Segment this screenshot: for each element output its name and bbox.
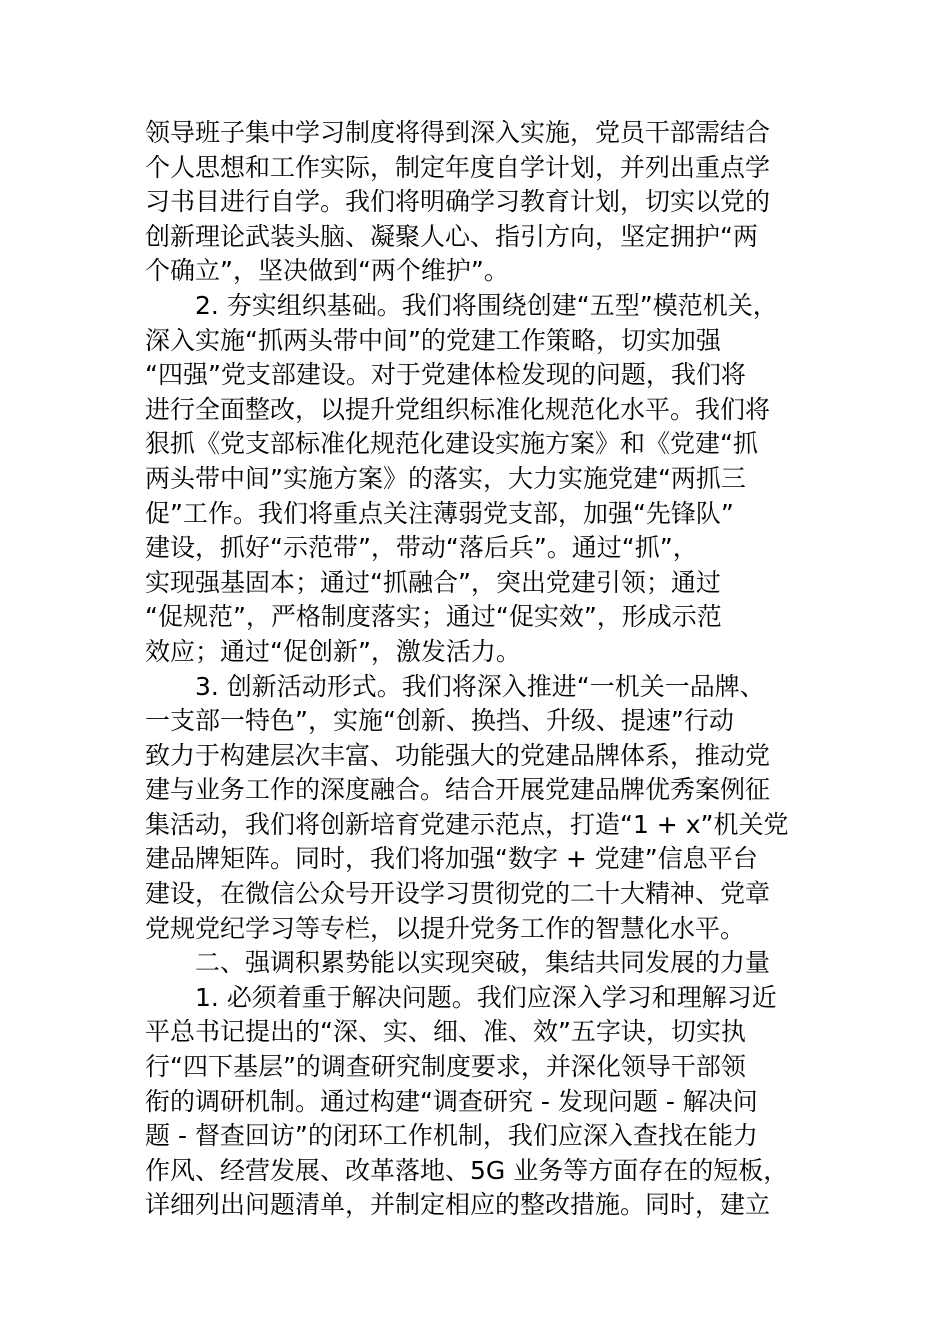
paragraph-line: 作风、经营发展、改革落地、5G 业务等方面存在的短板， (145, 1155, 789, 1185)
paragraph-line: 平总书记提出的“深、实、细、准、效”五字诀，切实执 (145, 1017, 746, 1047)
paragraph-line: 详细列出问题清单，并制定相应的整改措施。同时，建立 (145, 1190, 771, 1220)
paragraph-line: 效应；通过“促创新”，激发活力。 (145, 636, 521, 666)
paragraph-line: 题 - 督查回访”的闭环工作机制，我们应深入查找在能力 (145, 1121, 758, 1151)
paragraph-first-line: 3. 创新活动形式。我们将深入推进“一机关一品牌、 (195, 671, 765, 701)
paragraph-line: 促”工作。我们将重点关注薄弱党支部，加强“先锋队” (145, 498, 734, 528)
paragraph-line: 个人思想和工作实际，制定年度自学计划，并列出重点学 (145, 152, 771, 182)
paragraph-line: 行“四下基层”的调查研究制度要求，并深化领导干部领 (145, 1052, 746, 1082)
document-body (145, 116, 845, 1223)
paragraph-line: 习书目进行自学。我们将明确学习教育计划，切实以党的 (145, 187, 771, 217)
paragraph-line: 领导班子集中学习制度将得到深入实施，党员干部需结合 (145, 118, 771, 147)
paragraph-line: 一支部一特色”，实施“创新、换挡、升级、提速”行动 (145, 706, 734, 736)
paragraph-first-line: 1. 必须着重于解决问题。我们应深入学习和理解习近 (195, 982, 777, 1012)
paragraph-first-line: 二、强调积累势能以实现突破，集结共同发展的力量 (195, 948, 771, 978)
paragraph-first-line: 2. 夯实组织基础。我们将围绕创建“五型”模范机关， (195, 290, 778, 320)
paragraph-line: 衔的调研机制。通过构建“调查研究 - 发现问题 - 解决问 (145, 1086, 758, 1116)
paragraph-line: 集活动，我们将创新培育党建示范点，打造“1 + x”机关党 (145, 809, 789, 839)
paragraph-line: 深入实施“抓两头带中间”的党建工作策略，切实加强 (145, 325, 721, 355)
paragraph-line: 狠抓《党支部标准化规范化建设实施方案》和《党建“抓 (145, 429, 758, 459)
paragraph-line: 致力于构建层次丰富、功能强大的党建品牌体系，推动党 (145, 740, 771, 770)
paragraph-line: 个确立”，坚决做到“两个维护”。 (145, 256, 509, 286)
paragraph-line: 建设，在微信公众号开设学习贯彻党的二十大精神、党章 (145, 879, 771, 909)
paragraph-line: 实现强基固本；通过“抓融合”，突出党建引领；通过 (145, 567, 721, 597)
paragraph-line: “促规范”，严格制度落实；通过“促实效”，形成示范 (145, 602, 722, 632)
paragraph-line: “四强”党支部建设。对于党建体检发现的问题，我们将 (145, 360, 746, 390)
paragraph-line: 建设，抓好“示范带”，带动“落后兵”。通过“抓”， (145, 533, 698, 563)
paragraph-line: 党规党纪学习等专栏，以提升党务工作的智慧化水平。 (145, 913, 746, 943)
paragraph-line: 建与业务工作的深度融合。结合开展党建品牌优秀案例征 (145, 775, 771, 805)
paragraph-line: 创新理论武装头脑、凝聚人心、指引方向，坚定拥护“两 (145, 221, 758, 251)
paragraph-line: 建品牌矩阵。同时，我们将加强“数字 + 党建”信息平台 (145, 844, 758, 874)
paragraph-line: 进行全面整改，以提升党组织标准化规范化水平。我们将 (145, 394, 771, 424)
paragraph-line: 两头带中间”实施方案》的落实，大力实施党建“两抓三 (145, 463, 746, 493)
